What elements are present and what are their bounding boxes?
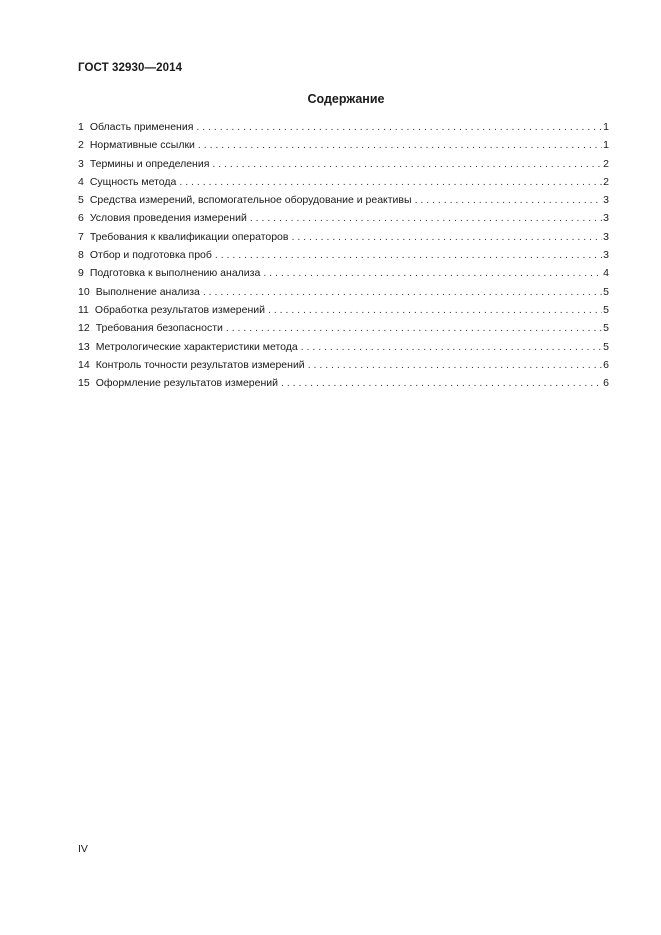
toc-item-label: Отбор и подготовка проб — [89, 249, 212, 262]
toc-item-number: 5 — [78, 194, 84, 207]
toc-item-label: Условия проведения измерений — [89, 212, 247, 225]
toc-item[interactable] — [78, 194, 609, 212]
toc-item[interactable] — [78, 231, 609, 249]
dot-leader — [308, 359, 602, 371]
toc-item-page: 6 — [603, 358, 609, 371]
dot-leader — [268, 304, 602, 316]
toc-item[interactable] — [78, 267, 609, 285]
toc-item-label: Средства измерений, вспомогательное оборудование и реактивы — [89, 194, 412, 207]
toc-item-label: Нормативные ссылки — [89, 139, 195, 152]
toc-item-number: 12 — [78, 322, 90, 335]
toc-item-number: 7 — [78, 230, 84, 243]
toc-item[interactable] — [78, 304, 609, 322]
toc-item-number: 9 — [78, 267, 84, 280]
dot-leader — [196, 121, 602, 133]
toc-item-page: 5 — [603, 340, 609, 353]
toc-item[interactable] — [78, 286, 609, 304]
toc-item-number: 3 — [78, 157, 84, 170]
toc-item[interactable] — [78, 341, 609, 359]
toc-item-page: 3 — [603, 249, 609, 262]
toc-item-page: 5 — [603, 322, 609, 335]
toc-item-number: 10 — [78, 285, 90, 298]
dot-leader — [198, 139, 602, 151]
toc-item-page: 2 — [603, 157, 609, 170]
toc-item-number: 15 — [78, 377, 90, 390]
toc-item-label: Выполнение анализа — [95, 285, 200, 298]
dot-leader — [250, 212, 602, 224]
toc-item-label: Оформление результатов измерений — [95, 377, 278, 390]
toc-item-number: 6 — [78, 212, 84, 225]
document-code: ГОСТ 32930—2014 — [78, 62, 183, 74]
toc-item-number: 1 — [78, 121, 84, 133]
dot-leader — [263, 267, 602, 279]
dot-leader — [226, 322, 602, 334]
toc-item[interactable] — [78, 139, 609, 157]
toc-item-label: Сущность метода — [89, 175, 177, 188]
dot-leader — [301, 341, 602, 353]
toc-item-number: 2 — [78, 139, 84, 152]
toc-item-number: 14 — [78, 358, 90, 371]
toc-item-page: 2 — [603, 175, 609, 188]
toc-item-page: 1 — [603, 139, 609, 152]
toc-item-page: 3 — [603, 194, 609, 207]
toc-item-label: Требования безопасности — [95, 322, 223, 335]
toc-item-label: Требования к квалификации операторов — [89, 230, 289, 243]
toc-item-number: 4 — [78, 175, 84, 188]
toc-item-label: Метрологические характеристики метода — [95, 340, 298, 353]
toc-item-page: 5 — [603, 285, 609, 298]
toc-item[interactable] — [78, 377, 609, 395]
toc-item-page: 4 — [603, 267, 609, 280]
toc-item[interactable] — [78, 158, 609, 176]
toc-item-label: Обработка результатов измерений — [94, 303, 265, 316]
dot-leader — [212, 158, 602, 170]
toc-item[interactable] — [78, 176, 609, 194]
toc-item[interactable] — [78, 322, 609, 340]
toc-item-number: 8 — [78, 249, 84, 262]
toc-item-label: Область применения — [89, 121, 194, 133]
toc-item-number: 11 — [78, 303, 89, 316]
toc-item[interactable] — [78, 359, 609, 377]
toc-item-label: Подготовка к выполнению анализа — [89, 267, 261, 280]
toc-item[interactable] — [78, 249, 609, 267]
dot-leader — [215, 249, 602, 261]
toc-item[interactable] — [78, 121, 609, 139]
table-of-contents — [78, 121, 609, 395]
dot-leader — [415, 194, 603, 206]
toc-item-page: 6 — [603, 377, 609, 390]
toc-item-page: 3 — [603, 230, 609, 243]
dot-leader — [281, 377, 602, 389]
toc-item-page: 1 — [603, 121, 609, 133]
toc-title: Содержание — [307, 92, 385, 106]
page-number: IV — [78, 843, 88, 855]
dot-leader — [291, 231, 602, 243]
toc-item-page: 5 — [603, 303, 609, 316]
toc-item-label: Термины и определения — [89, 157, 210, 170]
toc-item[interactable] — [78, 212, 609, 230]
dot-leader — [179, 176, 602, 188]
toc-item-page: 3 — [603, 212, 609, 225]
dot-leader — [203, 286, 602, 298]
toc-item-label: Контроль точности результатов измерений — [95, 358, 305, 371]
toc-item-number: 13 — [78, 340, 90, 353]
